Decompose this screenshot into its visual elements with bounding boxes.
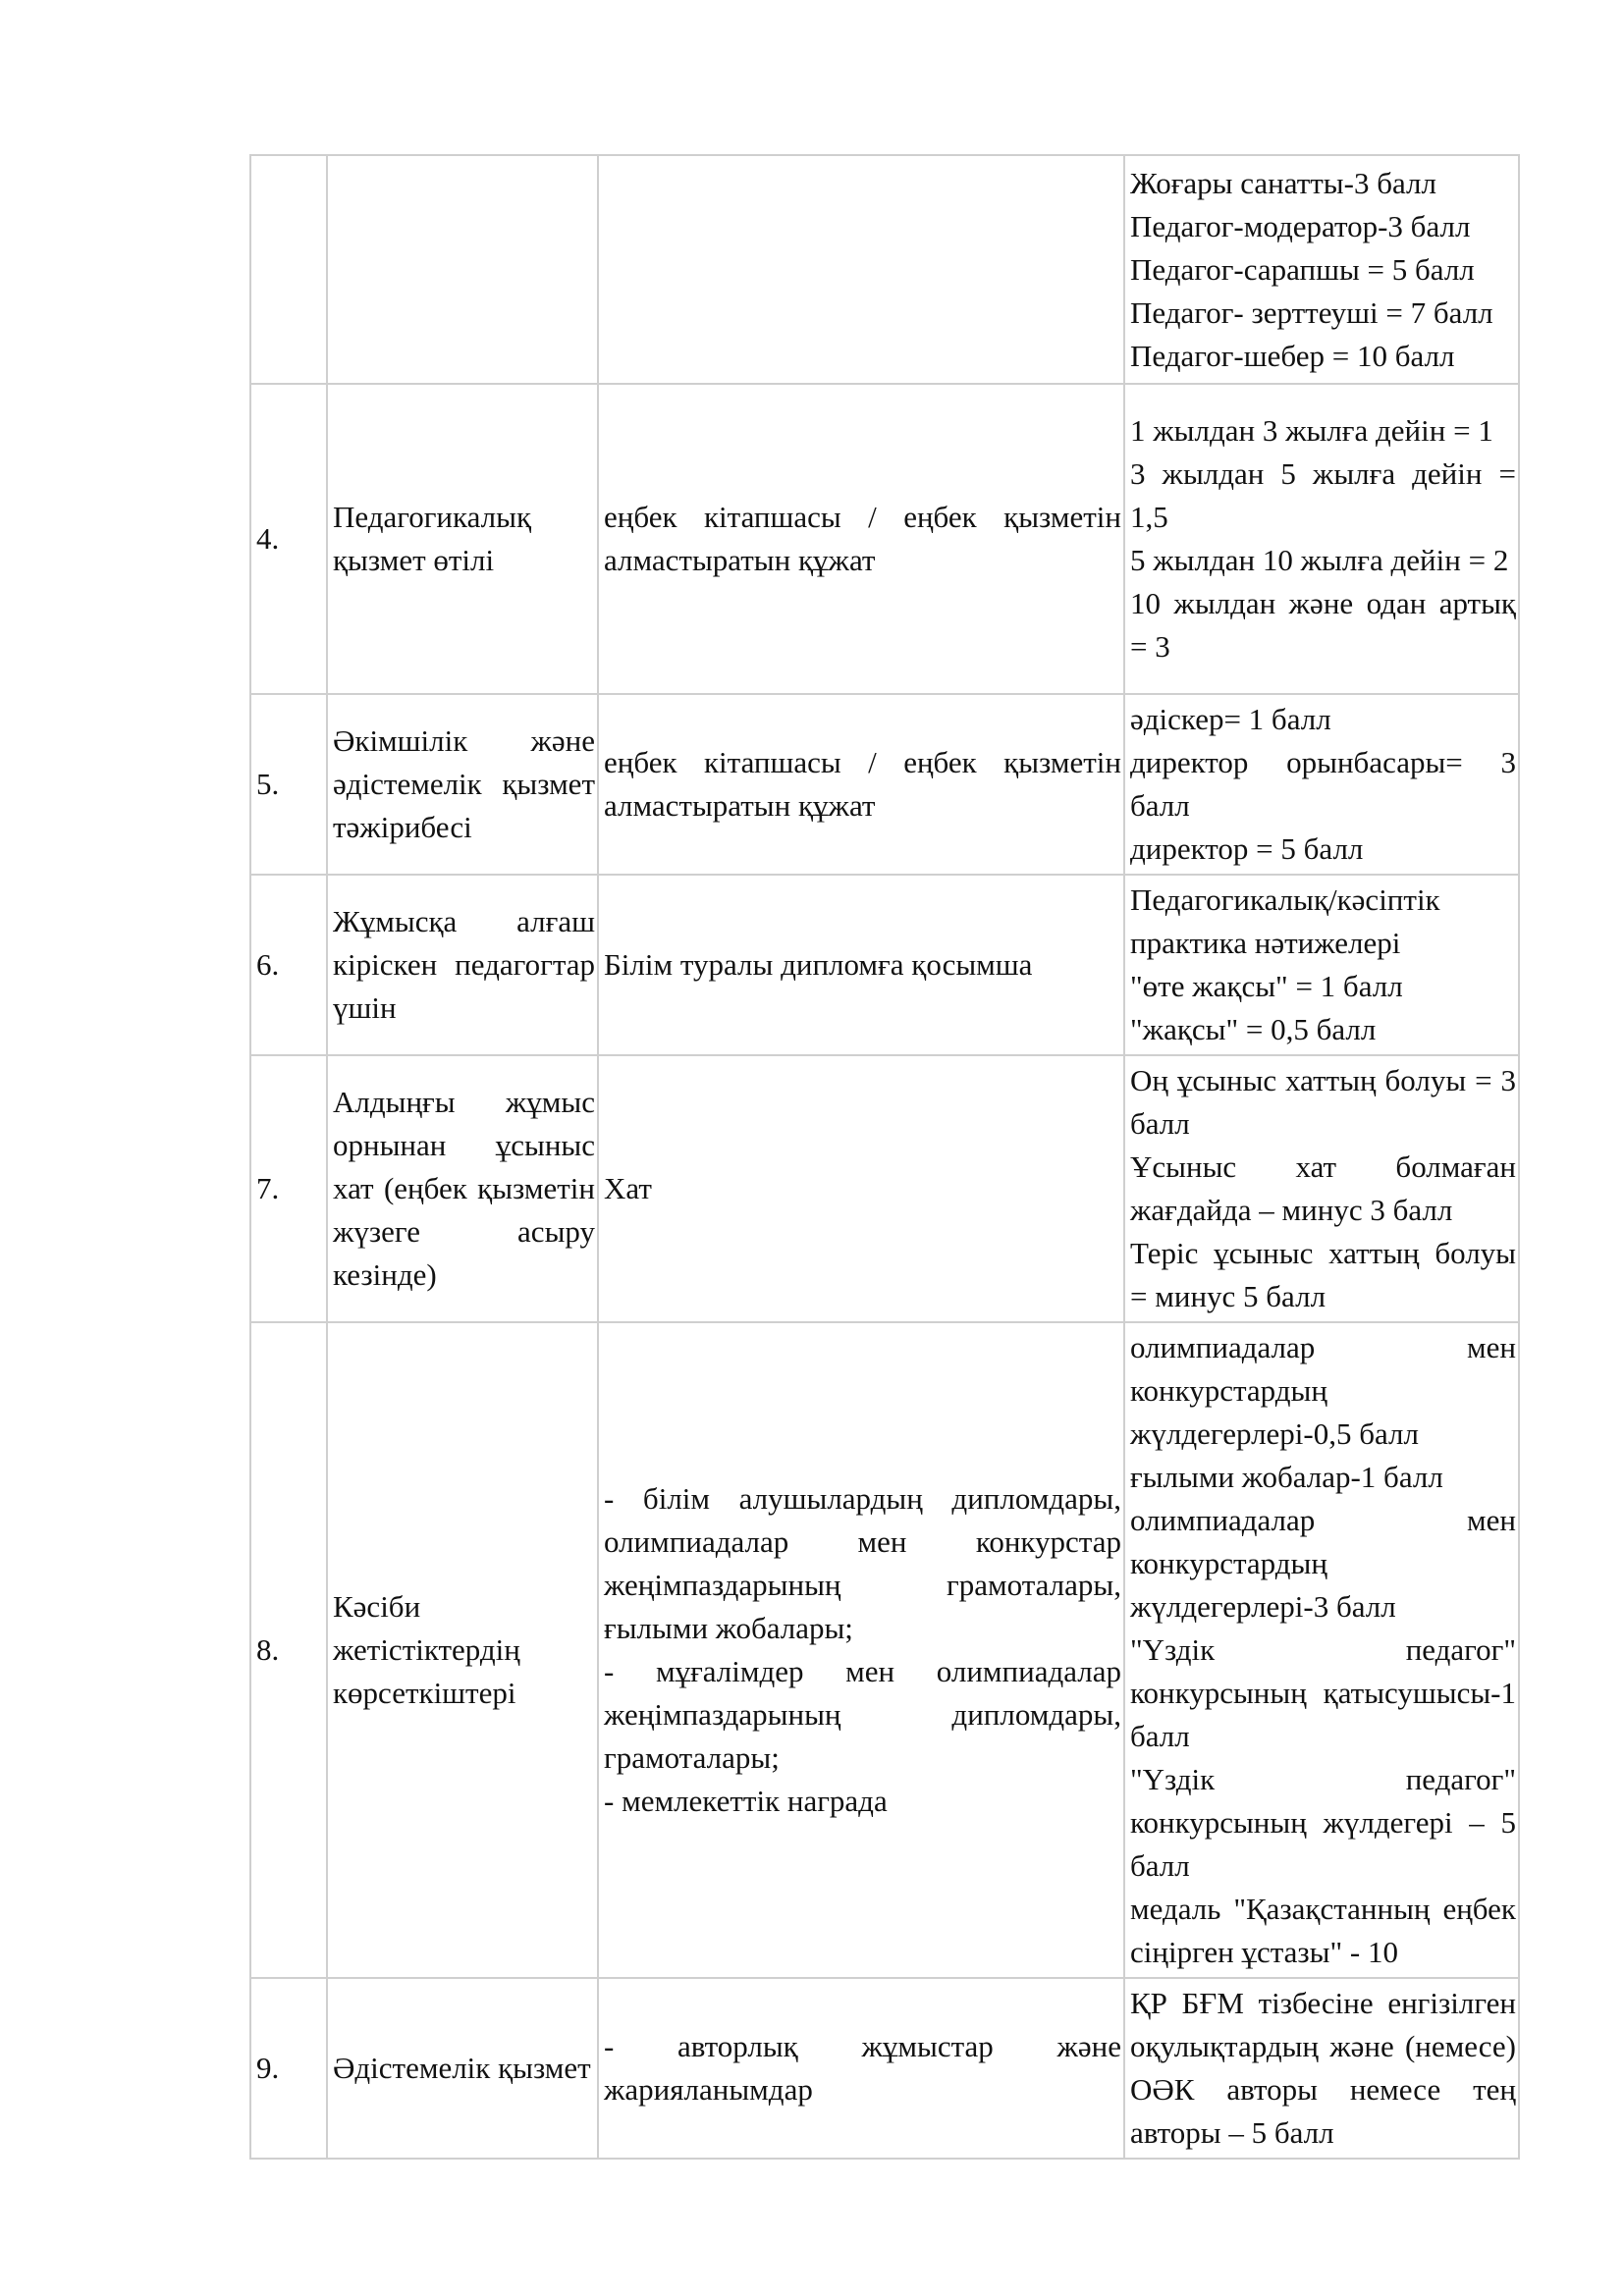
score-cell	[1124, 155, 1519, 384]
table-row	[250, 155, 1519, 384]
document-line: - мемлекеттік награда	[604, 1784, 888, 1818]
criterion-cell: Әкімшілік және әдістемелік қызмет тәжірибесі	[327, 694, 598, 875]
criterion-cell: Педагогикалық қызмет өтілі	[327, 384, 598, 694]
score-cell	[1124, 1055, 1519, 1322]
score-cell	[1124, 1978, 1519, 2159]
score-line: ҚР БҒМ тізбесіне енгізілген оқулықтардың және (немесе) ОӘК авторы немесе тең авторы – 5 балл	[1130, 1986, 1516, 2150]
score-line: олимпиадалар мен конкурстардың жүлдегерлері-0,5 балл	[1130, 1330, 1516, 1451]
score-line: медаль "Қазақстанның еңбек сіңірген ұстазы" - 10	[1130, 1892, 1516, 1969]
row-number-cell: 7.	[250, 1055, 327, 1322]
score-line: олимпиадалар мен конкурстардың жүлдегерлері-3 балл	[1130, 1503, 1516, 1624]
score-line: "Үздік педагог" конкурсының қатысушысы-1 балл	[1130, 1632, 1516, 1753]
document-cell: еңбек кітапшасы / еңбек қызметін алмастыратын құжат	[598, 384, 1124, 694]
row-number-cell: 9.	[250, 1978, 327, 2159]
score-line: Оң ұсыныс хаттың болуы = 3 балл	[1130, 1063, 1516, 1141]
score-line: 5 жылдан 10 жылға дейін = 2	[1130, 543, 1509, 577]
table-row	[250, 875, 1519, 1055]
criterion-cell: Алдыңғы жұмыс орнынан ұсыныс хат (еңбек қызметін жүзеге асыру кезінде)	[327, 1055, 598, 1322]
row-number-cell: 8.	[250, 1322, 327, 1978]
document-cell: Білім туралы дипломға қосымша	[598, 875, 1124, 1055]
document-cell	[598, 1322, 1124, 1978]
score-line: "Үздік педагог" конкурсының жүлдегері – 5 балл	[1130, 1762, 1516, 1883]
row-number-cell: 6.	[250, 875, 327, 1055]
table-row	[250, 694, 1519, 875]
score-line: Жоғары санатты-3 балл	[1130, 165, 1436, 200]
score-line: 10 жылдан және одан артық = 3	[1130, 586, 1516, 664]
score-cell	[1124, 384, 1519, 694]
score-line: әдіскер= 1 балл	[1130, 702, 1331, 736]
row-number-cell	[250, 155, 327, 384]
score-line: Педагог-модератор-3 балл	[1130, 208, 1471, 243]
table-row	[250, 1978, 1519, 2159]
score-line: Педагог-сарапшы = 5 балл	[1130, 251, 1475, 287]
criterion-cell	[327, 155, 598, 384]
score-line: "жақсы" = 0,5 балл	[1130, 1012, 1377, 1046]
document-cell	[598, 155, 1124, 384]
score-cell	[1124, 875, 1519, 1055]
score-line: Педагог-шебер = 10 балл	[1130, 338, 1455, 373]
score-line: Педагогикалық/кәсіптік практика нәтижелері	[1130, 882, 1440, 960]
criteria-table	[249, 154, 1520, 2160]
score-line: ғылыми жобалар-1 балл	[1130, 1460, 1443, 1494]
table-row	[250, 384, 1519, 694]
score-line: Теріс ұсыныс хаттың болуы = минус 5 балл	[1130, 1236, 1516, 1313]
score-line: Ұсыныс хат болмаған жағдайда – минус 3 балл	[1130, 1149, 1516, 1227]
table-row	[250, 1322, 1519, 1978]
document-cell: - авторлық жұмыстар және жарияланымдар	[598, 1978, 1124, 2159]
criterion-cell: Жұмысқа алғаш кіріскен педагогтар үшін	[327, 875, 598, 1055]
score-line: Педагог- зерттеуші = 7 балл	[1130, 294, 1493, 330]
score-cell	[1124, 1322, 1519, 1978]
criterion-cell: Кәсіби жетістіктердің көрсеткіштері	[327, 1322, 598, 1978]
row-number-cell: 4.	[250, 384, 327, 694]
score-cell	[1124, 694, 1519, 875]
score-line: директор орынбасары= 3 балл	[1130, 745, 1516, 823]
table-row	[250, 1055, 1519, 1322]
score-line: 3 жылдан 5 жылға дейін = 1,5	[1130, 456, 1516, 534]
score-line: 1 жылдан 3 жылға дейін = 1	[1130, 413, 1493, 448]
document-cell: Хат	[598, 1055, 1124, 1322]
row-number-cell: 5.	[250, 694, 327, 875]
score-line: "өте жақсы" = 1 балл	[1130, 969, 1403, 1003]
criterion-cell: Әдістемелік қызмет	[327, 1978, 598, 2159]
document-cell: еңбек кітапшасы / еңбек қызметін алмастыратын құжат	[598, 694, 1124, 875]
document-line: - білім алушылардың дипломдары, олимпиадалар мен конкурстар жеңімпаздарының грамоталары, ғылыми жобалары;	[604, 1481, 1121, 1645]
document-line: - мұғалімдер мен олимпиадалар жеңімпаздарының дипломдары, грамоталары;	[604, 1654, 1121, 1775]
score-line: директор = 5 балл	[1130, 831, 1364, 866]
